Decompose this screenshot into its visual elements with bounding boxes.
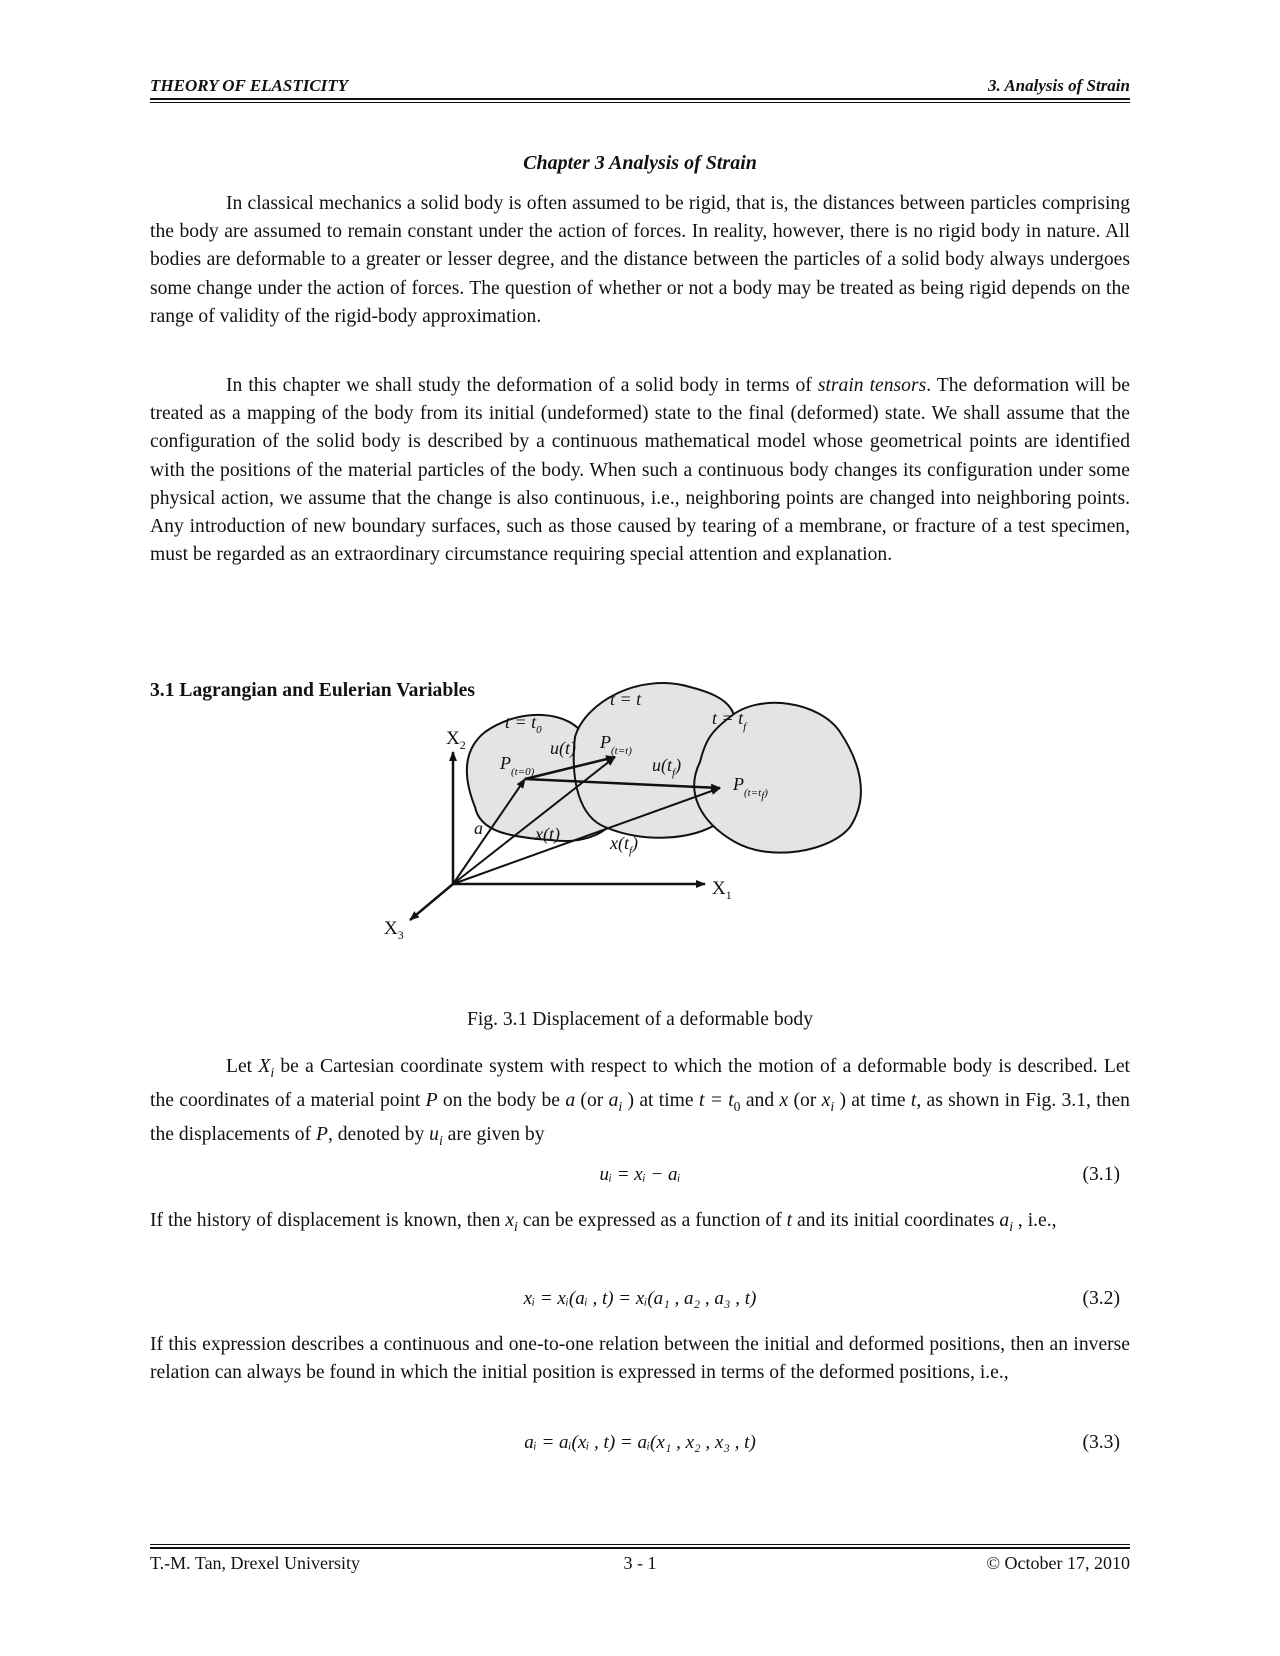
label-u-tf: $u(t_f)$ [652, 755, 682, 779]
label-p0: $P_{(t=0)}$ [500, 753, 535, 778]
page-header [150, 76, 1130, 98]
footer-author: T.-M. Tan, Drexel University [150, 1553, 361, 1573]
label-axis-x1: $X_1$ [712, 878, 732, 902]
page [150, 0, 1130, 1656]
label-ptf: $P_{(t=t}f$) [733, 774, 768, 802]
equation-3-2 [150, 1288, 1130, 1318]
label-t-t: t = t [610, 689, 642, 709]
paragraph-4: If the history of displacement is known, then $x_i$ can be expressed as a function of t and its initial coordinates $a_i$ , i.e., [150, 1210, 1057, 1234]
header-rule-thick [150, 98, 1130, 100]
label-axis-x3: $X_3$ [384, 918, 404, 942]
equation-number: (3.2) [1082, 1288, 1120, 1309]
equation-number: (3.1) [1082, 1164, 1120, 1185]
label-pt: $P_{(t=t)}$ [600, 732, 632, 757]
figure-displacement [384, 689, 1050, 1002]
label-t-tf: $t = t_f$ [712, 708, 747, 733]
strain-tensors-term: strain tensors [817, 375, 927, 396]
footer-page-number: 3 - 1 [623, 1553, 657, 1573]
label-axis-x2: $X_2$ [446, 728, 466, 752]
equation-3-3 [150, 1432, 1130, 1462]
equation-expression: uᵢ = xᵢ − aᵢ [599, 1164, 681, 1185]
chapter-title: Chapter 3 Analysis of Strain [523, 152, 757, 174]
header-rule-thin [150, 102, 1130, 103]
header-book-title: THEORY OF ELASTICITY [150, 76, 349, 95]
equation-expression: xᵢ = xᵢ(aᵢ , t) = xᵢ(a₁ , a₂ , a₃ , t) [523, 1288, 757, 1309]
axis-x3 [410, 884, 453, 920]
label-x-tf: $x(t_f)$ [610, 833, 639, 857]
equation-3-1 [150, 1164, 1130, 1194]
paragraph-3: Let $X_i$ be a Cartesian coordinate system with respect to which the motion of a deformable body is described. Let the coordinates of a material point P on the body be a (or $a_i$ ) at time $t = t_0$ and x (or $x_i$ ) at time t, as shown in Fig. 3.1, then the displacements of P, denoted by $u_i$ are given by [150, 1056, 1130, 1149]
intro-paragraph-2: In this chapter we shall study the deformation of a solid body in terms of strain tensors. The deformation will be treated as a mapping of the body from its initial (undeformed) state to the final (deformed) state. We shall assume that the configuration of the solid body is described by a continuous mathematical model whose geometrical points are identified with the positions of the material particles of the body. When such a continuous body changes its configuration under some physical action, we assume that the change is also continuous, i.e., neighboring points are changed into neighboring points. Any introduction of new boundary surfaces, such as those caused by tearing of a membrane, or fracture of a test specimen, must be regarded as an extraordinary circumstance requiring special attention and explanation. [150, 375, 1130, 566]
equation-number: (3.3) [1082, 1432, 1120, 1453]
equation-expression: aᵢ = aᵢ(xᵢ , t) = aᵢ(x₁ , x₂ , x₃ , t) [524, 1432, 756, 1453]
label-u-t: u(t) [550, 738, 576, 758]
paragraph-5: If this expression describes a continuous and one-to-one relation between the initial and deformed positions, then an inverse relation can always be found in which the initial position is expressed in terms of the deformed positions, i.e., [150, 1334, 1130, 1384]
footer-date: © October 17, 2010 [986, 1553, 1130, 1573]
section-heading: 3.1 Lagrangian and Eulerian Variables [150, 680, 475, 701]
label-a: a [474, 818, 483, 838]
footer-rule-thin [150, 1544, 1130, 1545]
intro-paragraph-1: In classical mechanics a solid body is often assumed to be rigid, that is, the distances between particles comprising the body are assumed to remain constant under the action of forces. In reality, however, there is no rigid body in nature. All bodies are deformable to a greater or lesser degree, and the distance between the particles of a solid body always undergoes some change under the action of forces. The question of whether or not a body may be treated as being rigid depends on the range of validity of the rigid-body approximation. [150, 193, 1130, 327]
header-chapter: 3. Analysis of Strain [987, 76, 1130, 95]
label-x-t: x(t) [535, 824, 560, 844]
footer-rule-thick [150, 1547, 1130, 1549]
figure-caption: Fig. 3.1 Displacement of a deformable body [466, 1009, 814, 1030]
label-t-t0: $t = t_0$ [505, 712, 542, 736]
figure-svg [384, 689, 1050, 1002]
